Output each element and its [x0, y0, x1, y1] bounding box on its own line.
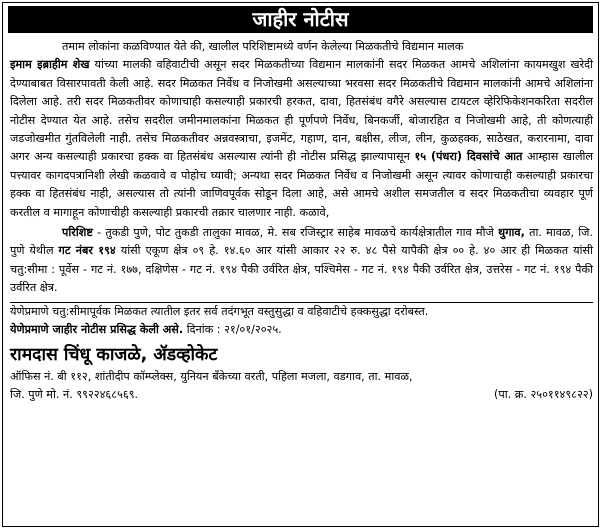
notice-title: जाहीर नोटीस: [8, 6, 593, 33]
schedule-label: परिशिष्ट: [62, 226, 93, 240]
address-line-1: ऑफिस नं. बी ११२, शांतीदीप कॉम्प्लेक्स, युनियन बँकेच्या वरती, पहिला मजला, वडगाव, ता. मावळ,: [10, 369, 413, 383]
notice-paragraph: [10, 38, 593, 222]
para1-rest: यांच्या मालकी वहिवाटीची असून सदर मिळकतीच्या विद्यमान मालकांनी सदर मिळकत आमचे अशिलांना कायमखुश खरेदी देण्याबाबत विसारपावती केली आहे. सदर मिळकत निर्वेध व निजोखमी असल्याच्या भरवसा सदर मिळकतीचे विद्यमान मालकांनी आमचे अशिलांना दिलेला आहे. तरी सदर मिळकतीवर कोणाचाही कसल्याही प्रकारची हरकत, दावा, हितसंबंध वगैरे असल्यास टायटल व्हेरिफिकेशनकरिता सदरील नोटीस देण्यात येत आहे. तसेच सदरील जमीनमालकांना मिळकत ही पूर्णपणे निर्वेध, बिनकर्जी, बोजारहित व निजोखमी आहे, ती कोणत्याही जडजोखमीत गुंतविलेली नाही. तसेच मिळकतीवर अन्नवस्त्राचा, इजमेंट, गहाण, दान, बक्षीस, लीज, लीन, कुळहक्क, साठेखत, करारनामा, दावा अगर अन्य कसल्याही प्रकारचा हक्क वा हितसंबंध असल्यास त्यांनी ही नोटीस प्रसिद्ध झाल्यापासून: [10, 58, 593, 164]
address-line-2: [10, 386, 593, 404]
notice-date: दिनांक : २१/०१/२०२५.: [186, 323, 282, 337]
address-city-phone: जि. पुणे मो. नं. ९९२२४६८५६९.: [10, 387, 139, 401]
schedule-part-c: यांसी एकूण क्षेत्र ०९ हे. १४.६० आर यांसी आकार २२ रु. ४८ पैसे यापैकी क्षेत्र ०० हे. ४० आर ही मिळकत यांसी चतु:सीमा : पूर्वेस - गट नं. १७७, दक्षिणेस - गट नं. १९४ पैकी उर्वरित क्षेत्र, पश्चिमेस - गट नं. १९४ पैकी उर्वरित क्षेत्र, उत्तरेस - गट नं. १९४ पैकी उर्वरित क्षेत्र.: [10, 244, 593, 295]
advocate-name: रामदास चिंधू काजळे, ॲडव्होकेट: [10, 344, 218, 365]
publication-ref: (पा. क्र. २५०११४९८२२): [494, 387, 593, 401]
closing-line-1: येणेप्रमाणे चतु:सीमापूर्वक मिळकत त्यातील इतर सर्व तदंगभूत वस्तुसुद्धा व वहिवाटीचे हक्कसुद्धा दरोबस्त.: [10, 304, 429, 318]
closing-statement: येणेप्रमाणे जाहीर नोटीस प्रसिद्ध केली असे.: [10, 323, 184, 337]
notice-body: [10, 38, 593, 404]
closing-line-2: [10, 321, 593, 339]
para1-end: आम्हास खालील पत्त्यावर कागदपत्रानिशी लेखी कळवावे व पोहोच घ्यावी; अन्यथा सदर मिळकत निर्वेध व निजोखमी असून त्यावर कोणाचाही कसल्याही प्रकारचा हक्क वा हितसंबंध नाही, असल्यास तो त्यांनी जाणिवपूर्वक सोडून दिला आहे, असे आमचे अशील समजतील व सदर मिळकतीचा व्यवहार पूर्ण करतील व मागाहून कोणाचीही कसल्याही प्रकारची तक्रार चालणार नाही. कळावे,: [10, 150, 594, 219]
schedule-part-b: ता. मावळ, जि. पुणे येथील: [10, 226, 593, 258]
notice-period: १५ (पंधरा) दिवसांचे आत: [414, 150, 523, 164]
schedule-part-a: - तुकडी पुणे, पोट तुकडी तालुका मावळ, मे. सब रजिस्ट्रार साहेब मावळचे कार्यक्षेत्रातील गाव मौजे: [97, 226, 494, 240]
para1-pre: तमाम लोकांना कळविण्यात येते की, खालील परिशिष्टामध्ये वर्णन केलेल्या मिळकतीचे विद्यमान मालक: [62, 40, 464, 53]
gat-number: गट नंबर १९४: [58, 244, 116, 258]
village-name: थुगाव,: [498, 226, 525, 240]
schedule-paragraph: [10, 224, 593, 298]
owner-name: इमाम इब्राहीम शेख: [10, 58, 90, 72]
